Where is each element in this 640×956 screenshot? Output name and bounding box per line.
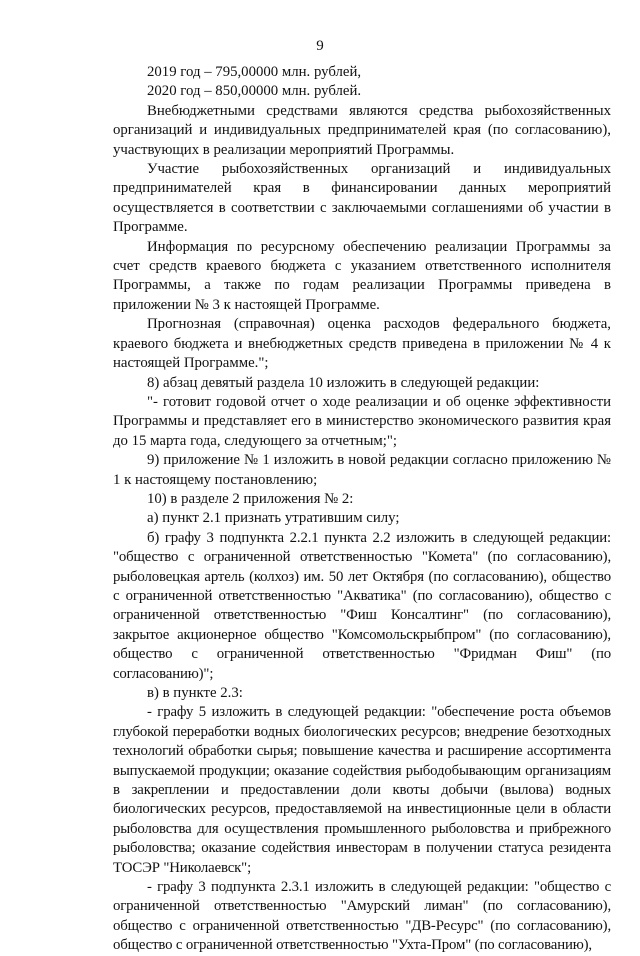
funding-2019-line: 2019 год – 795,00000 млн. рублей,	[147, 64, 362, 80]
extrabudgetary-funds-paragraph: Внебюджетными средствами являются средства рыбохозяйственных организаций и индивидуальных предпринимателей края (по согласованию), участвующих в реализации мероприятий Программы.	[113, 102, 611, 158]
item-b-paragraph: б) графу 3 подпункта 2.2.1 пункта 2.2 изложить в следующей редакции: "общество с ограниченной ответственностью "Комета" (по согласованию), рыболовецкая артель (колхоз) им. 50 лет Октября (по согласованию), общество с ограниченной ответственностью "Акватика" (по согласованию), общество с ограниченной ответственностью "Фиш Консалтинг" (по согласованию), закрытое акционерное общество "Комсомольскрыбпром" (по согласованию), общество с ограниченной ответственностью "Фридман Фиш" (по согласованию)";	[113, 529, 611, 682]
participation-paragraph: Участие рыбохозяйственных организаций и индивидуальных предпринимателей края в финансировании данных мероприятий осуществляется в соответствии с заключаемыми соглашениями об участии в Программе.	[113, 161, 611, 236]
item-c-paragraph: в) в пункте 2.3:	[147, 685, 243, 701]
item-a-paragraph: а) пункт 2.1 признать утратившим силу;	[147, 510, 400, 527]
item-10-paragraph: 10) в разделе 2 приложения № 2:	[147, 490, 354, 507]
annual-report-paragraph: "- готовит годовой отчет о ходе реализации и об оценке эффективности Программы и представляет его в министерство экономического развития края до 15 марта года, следующего за отчетным;";	[113, 393, 611, 449]
funding-2020-line: 2020 год – 850,00000 млн. рублей.	[147, 83, 362, 100]
item-8-paragraph: 8) абзац девятый раздела 10 изложить в следующей редакции:	[147, 374, 540, 391]
column-5-paragraph: - графу 5 изложить в следующей редакции: "обеспечение роста объемов глубокой переработки водных биологических ресурсов; внедрение безотходных технологий обработки сырья; повышение качества и расширение ассортимента выпускаемой продукции; оказание содействия рыбодобывающим организациям в закреплении и предоставлении доли квоты добычи (вылова) водных биологических ресурсов, предоставляемой на инвестиционные цели в области рыболовства для осуществления промышленного рыболовства и прибрежного рыболовства; оказание содействия инвесторам в получении статуса резидента ТОСЭР "Николаевск";	[113, 704, 611, 876]
column-3-paragraph: - графу 3 подпункта 2.3.1 изложить в следующей редакции: "общество с ограниченной ответственностью "Амурский лиман" (по согласованию), общество с ограниченной ответственностью "ДВ-Ресурс" (по согласованию), общество с ограниченной ответственностью "Ухта-Пром" (по согласованию),	[113, 879, 611, 954]
forecast-estimate-paragraph: Прогнозная (справочная) оценка расходов федерального бюджета, краевого бюджета и внебюджетных средств приведена в приложении № 4 к настоящей Программе.";	[113, 316, 611, 372]
resource-info-paragraph: Информация по ресурсному обеспечению реализации Программы за счет средств краевого бюджета с указанием ответственного исполнителя Программы, а также по годам реализации Программы приведена в приложении № 3 к настоящей Программе.	[113, 238, 611, 313]
item-9-paragraph: 9) приложение № 1 изложить в новой редакции согласно приложению № 1 к настоящему постановлению;	[113, 452, 611, 488]
page-number: 9	[316, 38, 324, 54]
document-body	[113, 63, 611, 956]
